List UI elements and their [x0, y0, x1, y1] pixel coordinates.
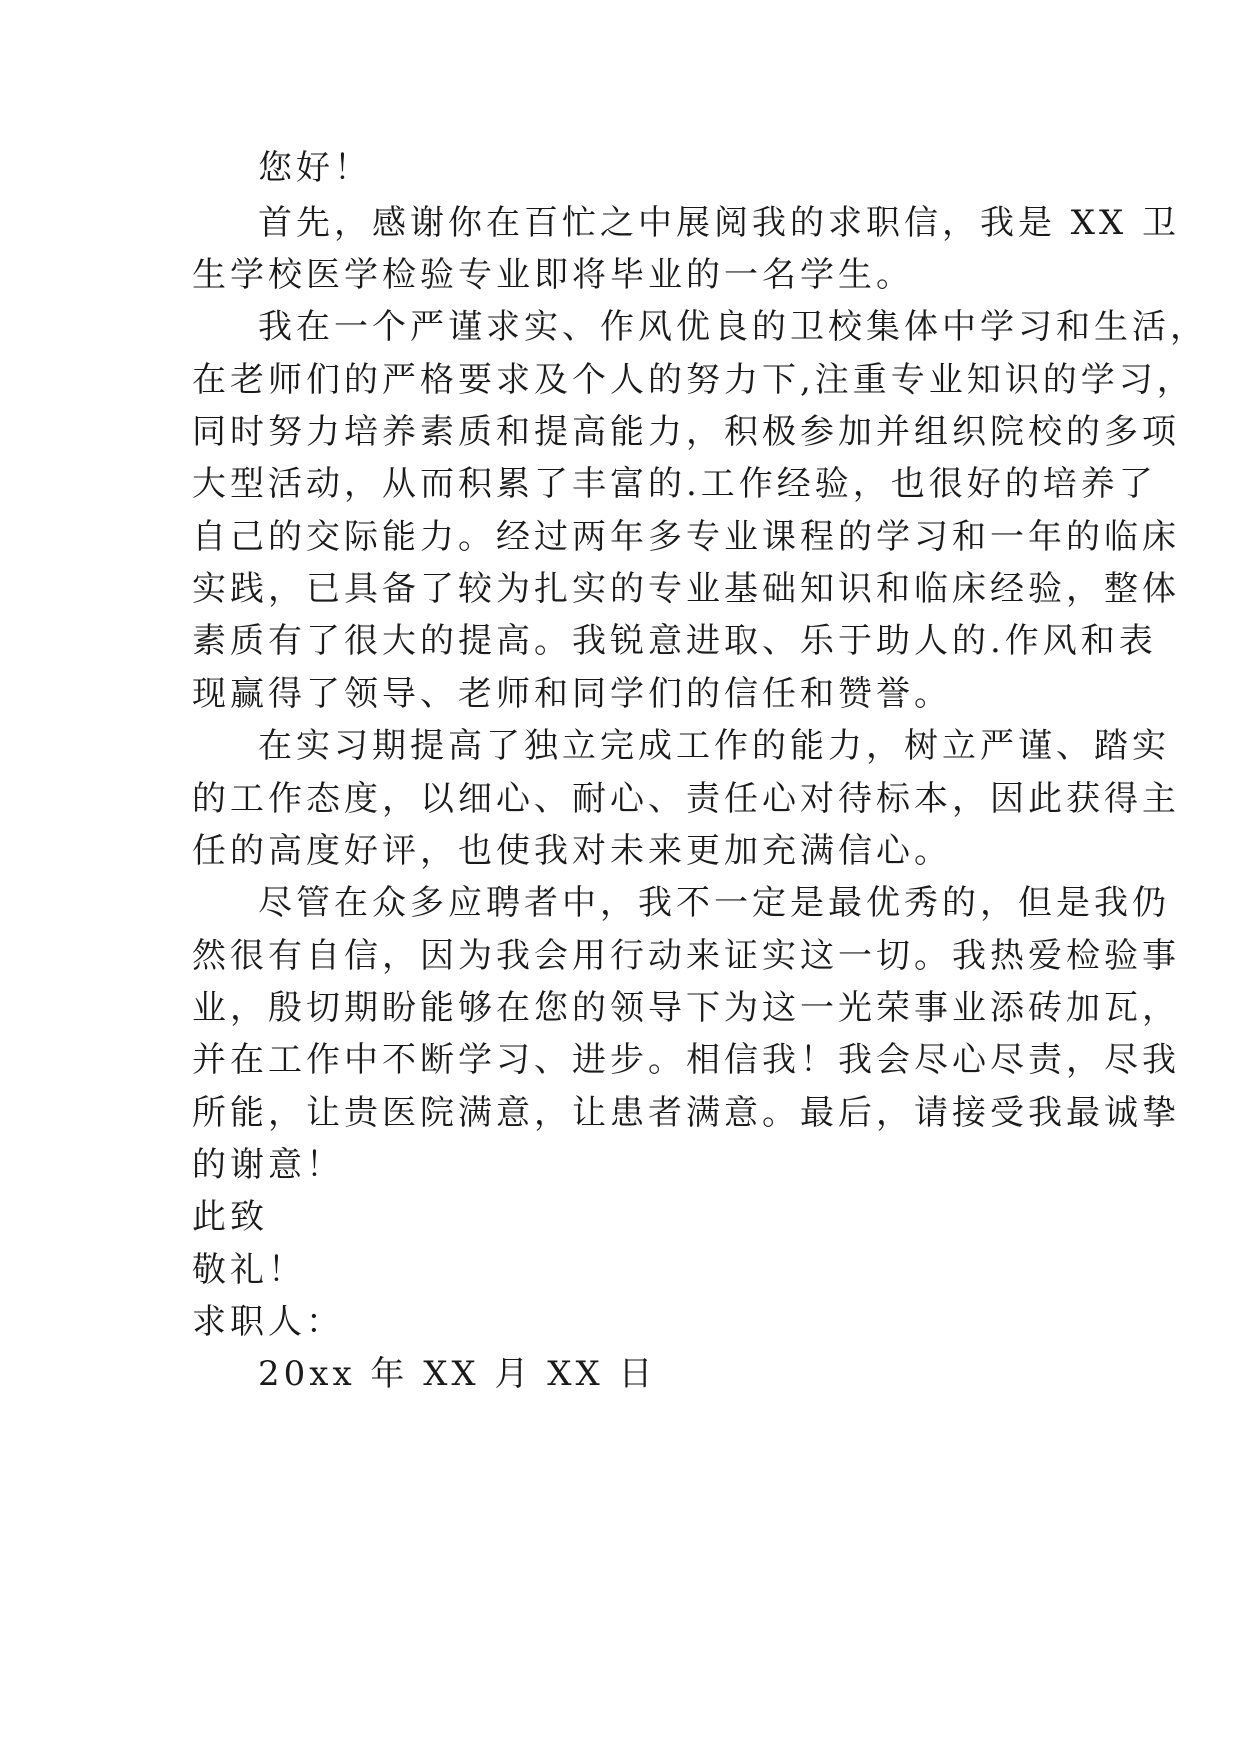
paragraph-4-line-6: 的谢意！ — [192, 1145, 344, 1185]
paragraph-2-line-6: 实践，已具备了较为扎实的专业基础知识和临床经验，整体 — [192, 569, 1180, 609]
paragraph-4-line-3: 业，殷切期盼能够在您的领导下为这一光荣事业添砖加瓦， — [192, 988, 1180, 1028]
paragraph-1-line-1: 首先，感谢你在百忙之中展阅我的求职信，我是 XX 卫 — [258, 203, 1181, 243]
paragraph-4-line-1: 尽管在众多应聘者中，我不一定是最优秀的，但是我仍 — [258, 883, 1170, 923]
paragraph-3-line-3: 任的高度好评，也使我对未来更加充满信心。 — [192, 831, 952, 871]
paragraph-2-line-4: 大型活动，从而积累了丰富的.工作经验，也很好的培养了 — [192, 464, 1157, 504]
paragraph-2-line-8: 现赢得了领导、老师和同学们的信任和赞誉。 — [192, 674, 952, 714]
paragraph-3-line-2: 的工作态度，以细心、耐心、责任心对待标本，因此获得主 — [192, 779, 1180, 819]
letter-date: 20xx 年 XX 月 XX 日 — [258, 1354, 657, 1394]
paragraph-3-line-1: 在实习期提高了独立完成工作的能力，树立严谨、踏实 — [258, 726, 1170, 766]
signature-label: 求职人： — [192, 1302, 344, 1342]
paragraph-2-line-5: 自己的交际能力。经过两年多专业课程的学习和一年的临床 — [192, 517, 1180, 557]
paragraph-2-line-1: 我在一个严谨求实、作风优良的卫校集体中学习和生活， — [258, 307, 1208, 347]
closing-salutation: 此致 — [192, 1197, 268, 1237]
paragraph-2-line-7: 素质有了很大的提高。我锐意进取、乐于助人的.作风和表 — [192, 621, 1157, 661]
paragraph-1-line-2: 生学校医学检验专业即将毕业的一名学生。 — [192, 255, 914, 295]
paragraph-2-line-3: 同时努力培养素质和提高能力，积极参加并组织院校的多项 — [192, 412, 1180, 452]
closing-regards: 敬礼！ — [192, 1250, 306, 1290]
paragraph-4-line-2: 然很有自信，因为我会用行动来证实这一切。我热爱检验事 — [192, 936, 1180, 976]
paragraph-4-line-5: 所能，让贵医院满意，让患者满意。最后，请接受我最诚挚 — [192, 1093, 1180, 1133]
paragraph-2-line-2: 在老师们的严格要求及个人的努力下,注重专业知识的学习， — [192, 360, 1195, 400]
paragraph-4-line-4: 并在工作中不断学习、进步。相信我！我会尽心尽责，尽我 — [192, 1040, 1180, 1080]
greeting: 您好！ — [258, 148, 372, 188]
